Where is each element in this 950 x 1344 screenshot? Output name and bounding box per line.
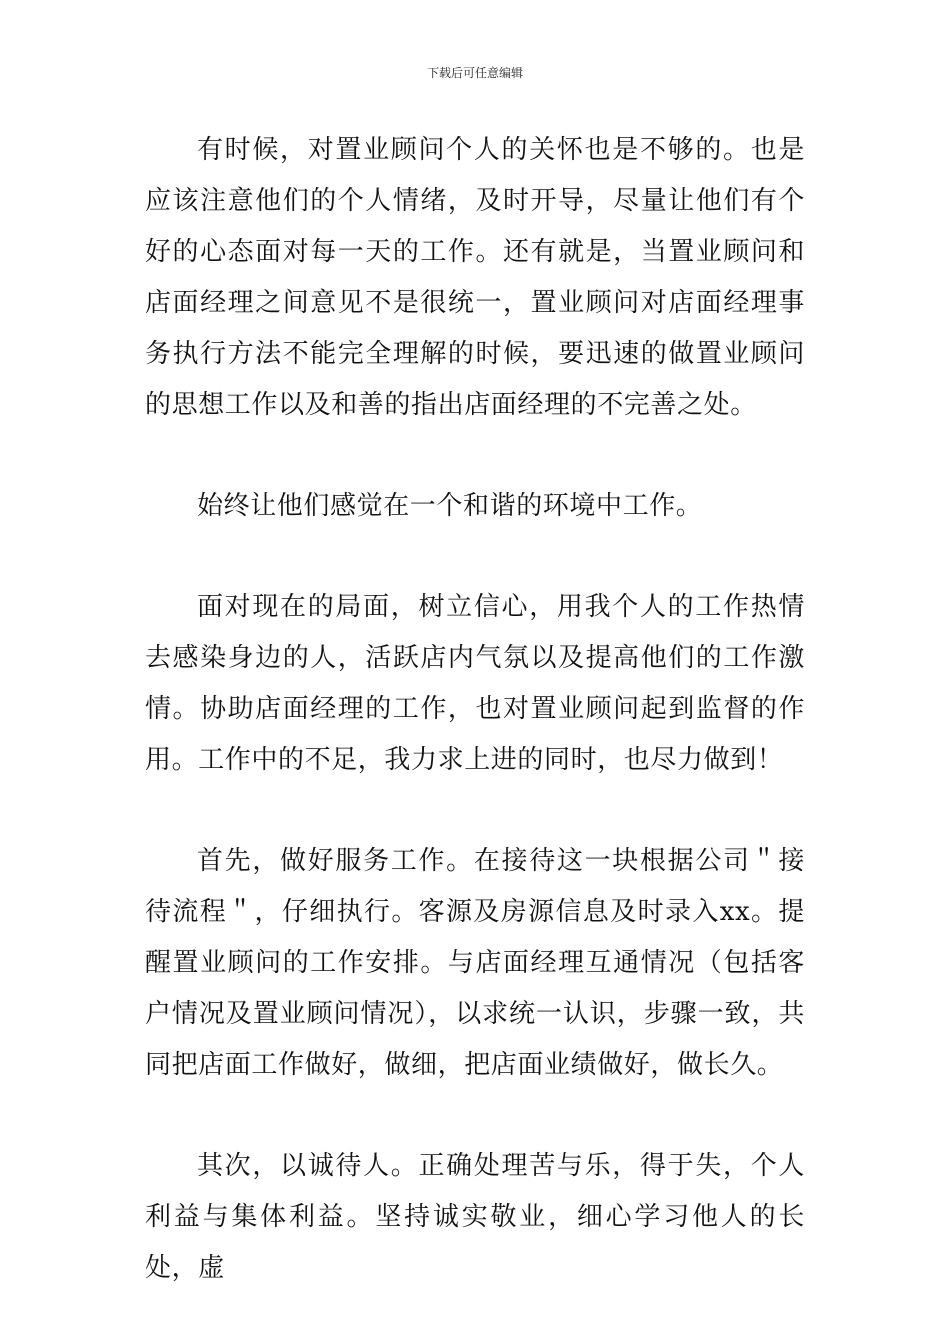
paragraph-4: 首先，做好服务工作。在接待这一块根据公司＂接待流程＂，仔细执行。客源及房源信息及时录入xx。提醒置业顾问的工作安排。与店面经理互通情况（包括客户情况及置业顾问情况），以求统一认识，步骤一致，共同把店面工作做好，做细，把店面业绩做好，做长久。 xyxy=(145,846,805,1080)
document-body xyxy=(145,125,805,1344)
paragraph-5: 其次，以诚待人。正确处理苦与乐，得于失，个人利益与集体利益。坚持诚实敬业，细心学习他人的长处，虚 xyxy=(145,1151,805,1283)
paragraph-1: 有时候，对置业顾问个人的关怀也是不够的。也是应该注意他们的个人情绪，及时开导，尽量让他们有个好的心态面对每一天的工作。还有就是，当置业顾问和店面经理之间意见不是很统一，置业顾问对店面经理事务执行方法不能完全理解的时候，要迅速的做置业顾问的思想工作以及和善的指出店面经理的不完善之处。 xyxy=(145,135,805,420)
page-header: 下载后可任意编辑 xyxy=(426,66,523,80)
paragraph-3: 面对现在的局面，树立信心，用我个人的工作热情去感染身边的人，活跃店内气氛以及提高他们的工作激情。协助店面经理的工作，也对置业顾问起到监督的作用。工作中的不足，我力求上进的同时，也尽力做到！ xyxy=(145,592,805,775)
paragraph-2: 始终让他们感觉在一个和谐的环境中工作。 xyxy=(197,491,703,521)
